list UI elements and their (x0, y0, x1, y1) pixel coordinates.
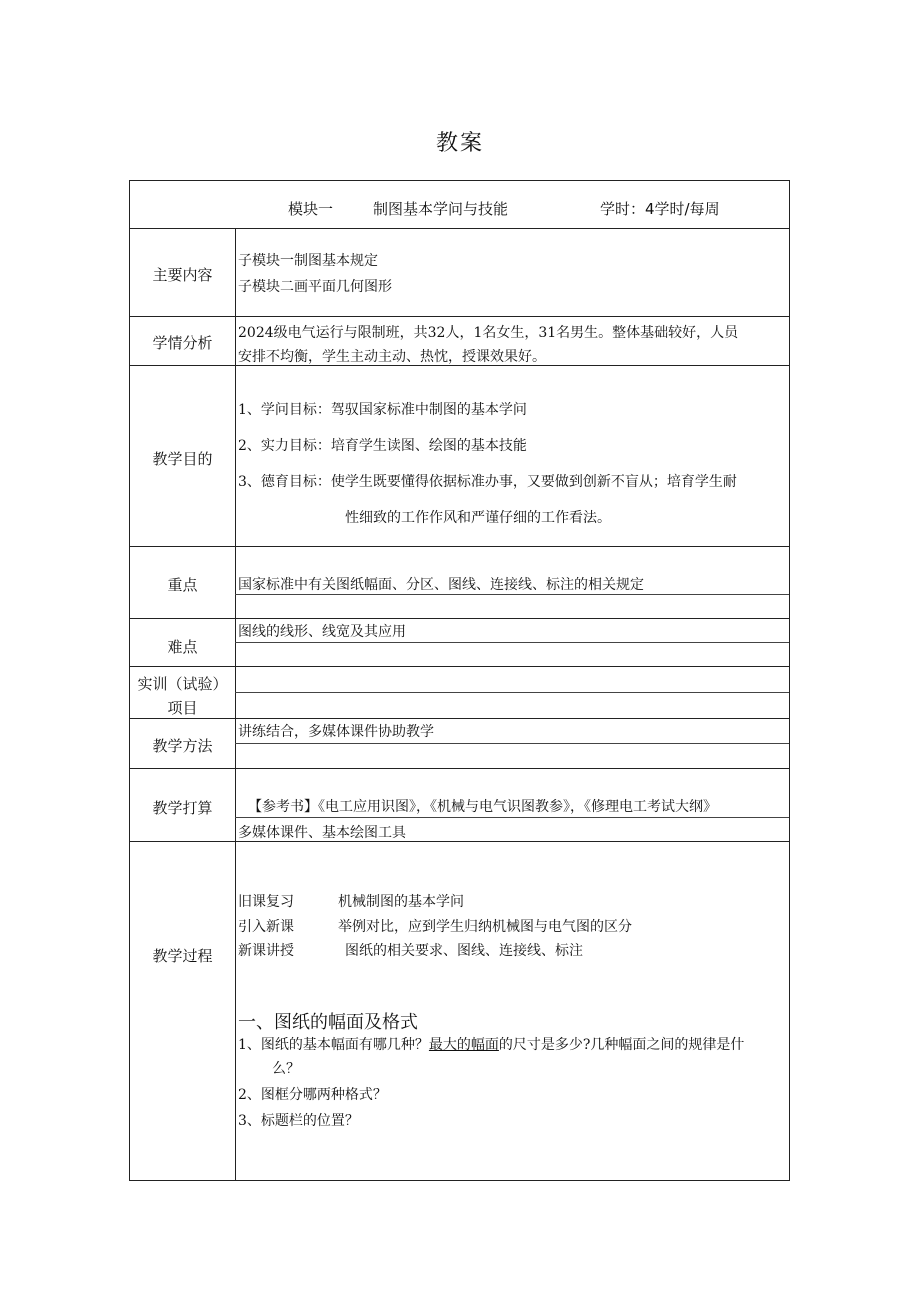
label-prep: 教学打算 (152, 799, 213, 817)
row-subdivider (235, 743, 789, 744)
document-title: 教案 (435, 131, 484, 156)
analysis-line-2: 安排不均衡，学生主动主动、热忱，授课效果好。 (238, 349, 546, 365)
step-intro-name: 引入新课 (238, 919, 294, 935)
label-practice-line-1: 实训（试验） (137, 675, 228, 693)
header-module: 模块一 (288, 200, 334, 218)
key-points-text: 国家标准中有关图纸幅面、分区、图线、连接线、标注的相关规定 (238, 577, 644, 593)
label-difficulty: 难点 (167, 638, 198, 656)
question-1-pre: 1、图纸的基本幅面有哪几种？ (238, 1037, 429, 1053)
label-goals: 教学目的 (152, 450, 213, 468)
goal-moral-cont: 性细致的工作作风和严谨仔细的工作看法。 (345, 510, 611, 526)
header-topic: 制图基本学问与技能 (373, 200, 509, 218)
label-method: 教学方法 (152, 737, 213, 755)
row-divider (130, 768, 789, 769)
difficulty-text: 图线的线形、线宽及其应用 (238, 624, 406, 640)
question-1-underlined: 最大的幅面 (428, 1037, 499, 1053)
step-lecture-text: 图纸的相关要求、图线、连接线、标注 (345, 943, 583, 959)
method-text: 讲练结合，多媒体课件协助教学 (238, 724, 434, 740)
row-divider (130, 618, 789, 619)
row-divider (130, 546, 789, 547)
main-content-line-1: 子模块一制图基本规定 (238, 253, 378, 269)
column-divider (235, 228, 236, 1181)
row-subdivider (235, 692, 789, 693)
row-divider (130, 666, 789, 667)
label-analysis: 学情分析 (152, 334, 213, 352)
step-intro-text: 举例对比，应到学生归纳机械图与电气图的区分 (338, 919, 632, 935)
label-practice-line-2: 项目 (167, 699, 198, 717)
lesson-plan-table (129, 180, 790, 1181)
analysis-line-1: 2024级电气运行与限制班，共32人，1名女生，31名男生。整体基础较好，人员 (238, 325, 739, 341)
row-subdivider (235, 642, 789, 643)
main-content-line-2: 子模块二画平面几何图形 (238, 279, 392, 295)
step-review-name: 旧课复习 (238, 894, 294, 910)
label-process: 教学过程 (152, 947, 213, 965)
question-1-post: 的尺寸是多少?几种幅面之间的规律是什 (498, 1037, 745, 1053)
row-divider (130, 316, 789, 317)
prep-references: 【参考书】《电工应用识图》，《机械与电气识图教参》，《修理电工考试大纲》 (248, 799, 717, 815)
question-2: 2、图框分哪两种格式？ (238, 1087, 387, 1103)
question-1 (238, 1034, 744, 1054)
row-divider (130, 841, 789, 842)
step-lecture-name: 新课讲授 (238, 943, 294, 959)
label-key-points: 重点 (167, 576, 198, 594)
row-subdivider (235, 817, 789, 818)
goal-moral: 3、德育目标：使学生既要懂得依据标准办事，又要做到创新不盲从；培育学生耐 (238, 474, 737, 490)
label-main-content: 主要内容 (152, 266, 213, 284)
goal-knowledge: 1、学问目标：驾驭国家标准中制图的基本学问 (238, 402, 527, 418)
goal-ability: 2、实力目标：培育学生读图、绘图的基本技能 (238, 438, 527, 454)
header-hours: 学时：4学时/每周 (600, 200, 720, 218)
row-subdivider (235, 594, 789, 595)
question-1-cont: 么？ (272, 1061, 300, 1077)
step-review-text: 机械制图的基本学问 (338, 894, 464, 910)
section-title: 一、图纸的幅面及格式 (238, 1012, 418, 1033)
prep-tools: 多媒体课件、基本绘图工具 (238, 825, 406, 841)
row-divider (130, 718, 789, 719)
question-3: 3、标题栏的位置？ (238, 1113, 359, 1129)
row-divider (130, 228, 789, 229)
